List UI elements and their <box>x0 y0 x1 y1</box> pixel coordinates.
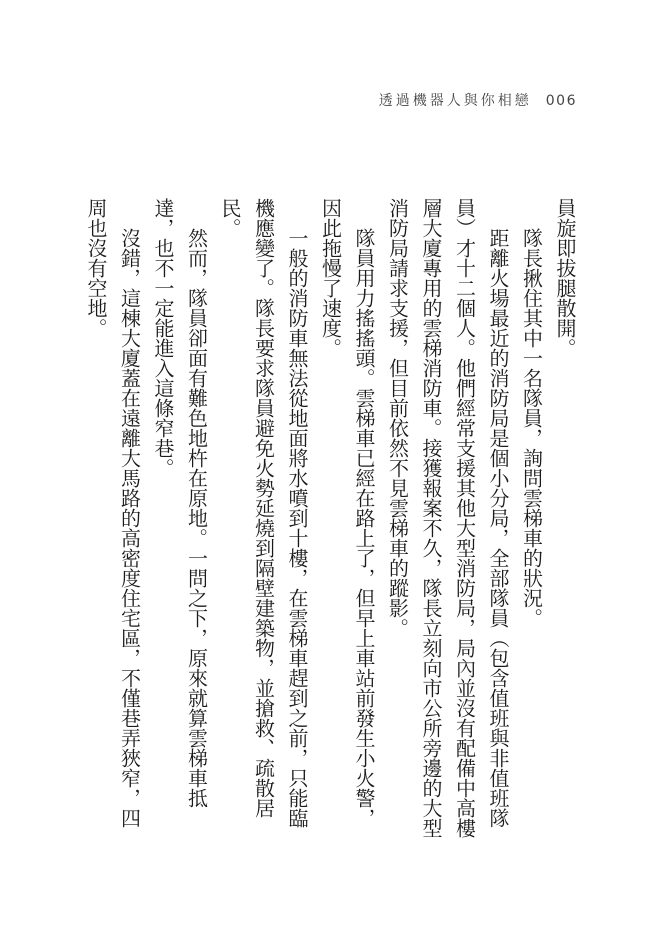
paragraph: 然而，隊員卻面有難色地杵在原地。一問之下，原來就算雲梯車抵達，也不一定能進入這條窄巷。 <box>151 198 209 808</box>
paragraph: 一般的消防車無法從地面將水噴到十樓，在雲梯車趕到之前，只能臨機應變了。隊長要求隊員避免火勢延燒到隔壁建築物，並搶救、疏散居民。 <box>218 198 309 828</box>
page-number: 006 <box>545 93 577 109</box>
paragraph: 沒錯，這棟大廈蓋在遠離大馬路的高密度住宅區，不僅巷弄狹窄，四周也沒有空地。 <box>84 198 142 828</box>
paragraph: 距離火場最近的消防局是個小分局，全部隊員（包含值班與非值班隊員）才十二個人。他們經常支援其他大型消防局，局內並沒有配備中高樓層大廈專用的雲梯消防車。接獲報案不久，隊長立刻向市公所旁邊的大型消防局請求支援，但目前依然不見雲梯車的蹤影。 <box>385 198 510 838</box>
body-text <box>79 198 582 838</box>
book-title: 透過機器人與你相戀 <box>378 93 532 109</box>
running-header <box>379 90 577 110</box>
paragraph: 隊長揪住其中一名隊員，詢問雲梯車的狀況。 <box>519 228 544 628</box>
paragraph: 隊員用力搖搖頭。雲梯車已經在路上了，但早上車站前發生小火警，因此拖慢了速度。 <box>318 198 376 828</box>
paragraph: 員旋即拔腿散開。 <box>553 198 577 358</box>
